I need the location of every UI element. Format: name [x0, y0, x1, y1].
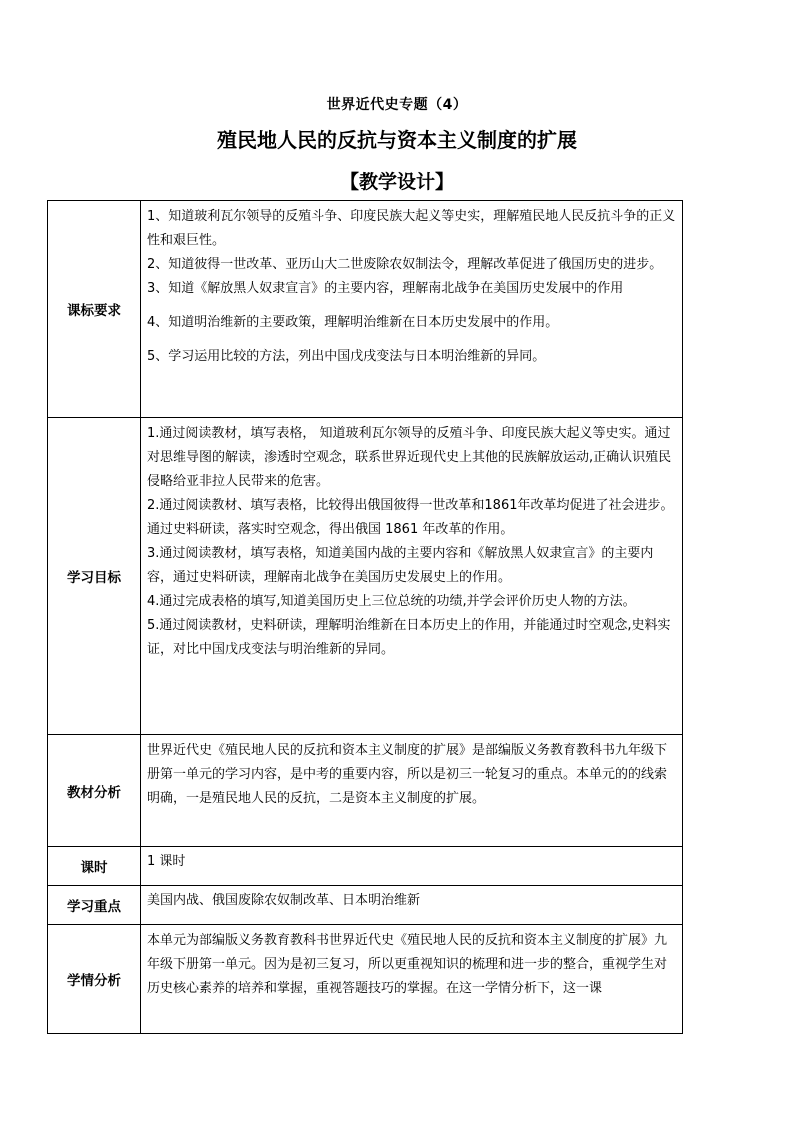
row-label-learning-objectives: 学习目标	[48, 418, 141, 735]
table-row-textbook-analysis	[48, 735, 683, 847]
table-row-curriculum-requirements	[48, 201, 683, 418]
table-row-student-analysis	[48, 925, 683, 1034]
cell-class-period: 1 课时	[141, 847, 683, 886]
row-label-curriculum-requirements: 课标要求	[48, 201, 141, 418]
section-heading: 【教学设计】	[339, 171, 454, 193]
cell-textbook-analysis: 世界近代史《殖民地人民的反抗和资本主义制度的扩展》是部编版义务教育教科书九年级下册第一单元的学习内容，是中考的重要内容，所以是初三一轮复习的重点。本单元的的线索明确，一是殖民地人民的反抗，二是资本主义制度的扩展。	[141, 735, 683, 847]
document-subtitle: 世界近代史专题（4）	[326, 97, 468, 113]
objective-item: 4.通过完成表格的填写,知道美国历史上三位总统的功绩,并学会评价历史人物的方法。	[147, 594, 636, 609]
requirement-item: 3、知道《解放黑人奴隶宣言》的主要内容，理解南北战争在美国历史发展中的作用	[147, 281, 624, 296]
requirement-item: 5、学习运用比较的方法，列出中国戊戌变法与日本明治维新的异同。	[147, 349, 546, 364]
row-label-student-analysis: 学情分析	[48, 925, 141, 1034]
teaching-design-table	[47, 200, 683, 1034]
row-label-textbook-analysis: 教材分析	[48, 735, 141, 847]
requirement-item: 4、知道明治维新的主要政策，理解明治维新在日本历史发展中的作用。	[147, 315, 559, 330]
cell-student-analysis: 本单元为部编版义务教育教科书世界近代史《殖民地人民的反抗和资本主义制度的扩展》九年级下册第一单元。因为是初三复习，所以更重视知识的梳理和进一步的整合，重视学生对历史核心素养的培养和掌握，重视答题技巧的掌握。在这一学情分析下，这一课	[141, 925, 683, 1034]
cell-curriculum-requirements	[141, 201, 683, 418]
table-row-learning-objectives	[48, 418, 683, 735]
cell-key-points: 美国内战、俄国废除农奴制改革、日本明治维新	[141, 886, 683, 925]
objective-item: 1.通过阅读教材，填写表格， 知道玻利瓦尔领导的反殖斗争、印度民族大起义等史实。通过对思维导图的解读，渗透时空观念，联系世界近现代史上其他的民族解放运动,正确认识殖民侵略给亚非拉人民带来的危害。	[147, 426, 672, 489]
row-label-key-points: 学习重点	[48, 886, 141, 925]
objective-item: 3.通过阅读教材，填写表格，知道美国内战的主要内容和《解放黑人奴隶宣言》的主要内容，通过史料研读，理解南北战争在美国历史发展史上的作用。	[147, 546, 654, 585]
row-label-class-period: 课时	[48, 847, 141, 886]
table-row-key-points	[48, 886, 683, 925]
cell-learning-objectives	[141, 418, 683, 735]
requirement-item: 1、知道玻利瓦尔领导的反殖斗争、印度民族大起义等史实，理解殖民地人民反抗斗争的正义性和艰巨性。	[147, 209, 676, 248]
requirement-item: 2、知道彼得一世改革、亚历山大二世废除农奴制法令，理解改革促进了俄国历史的进步。	[147, 257, 663, 272]
objective-item: 2.通过阅读教材、填写表格，比较得出俄国彼得一世改革和1861年改革均促进了社会进步。通过史料研读，落实时空观念，得出俄国 1861 年改革的作用。	[147, 498, 674, 537]
document-title: 殖民地人民的反抗与资本主义制度的扩展	[217, 128, 577, 152]
table-row-class-period	[48, 847, 683, 886]
objective-item: 5.通过阅读教材，史料研读，理解明治维新在日本历史上的作用，并能通过时空观念,史料实证，对比中国戊戌变法与明治维新的异同。	[147, 618, 671, 657]
